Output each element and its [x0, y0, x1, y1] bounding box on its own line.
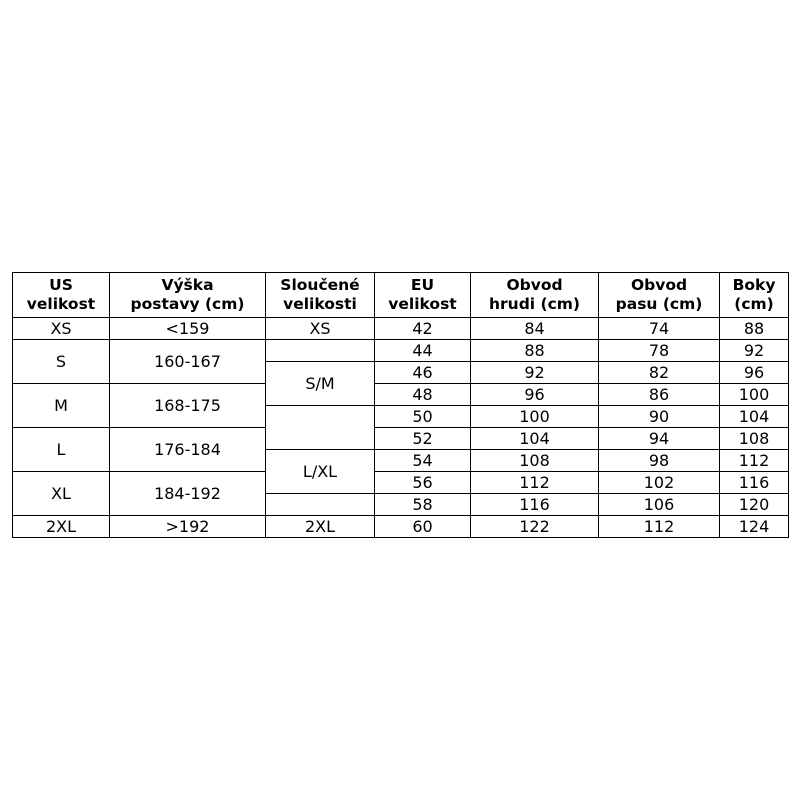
chest-cell: 112 [471, 472, 599, 494]
waist-cell: 90 [599, 406, 720, 428]
hips-cell: 104 [720, 406, 789, 428]
us-size-cell: XL [13, 472, 110, 516]
us-size-cell: M [13, 384, 110, 428]
waist-cell: 86 [599, 384, 720, 406]
header-waist: Obvod pasu (cm) [599, 273, 720, 318]
height-cell: <159 [110, 318, 266, 340]
hips-cell: 88 [720, 318, 789, 340]
chest-cell: 84 [471, 318, 599, 340]
chest-cell: 92 [471, 362, 599, 384]
eu-size-cell: 58 [375, 494, 471, 516]
eu-size-cell: 50 [375, 406, 471, 428]
height-cell: >192 [110, 516, 266, 538]
combined-size-cell [266, 406, 375, 450]
header-row [13, 273, 789, 318]
header-eu-size: EU velikost [375, 273, 471, 318]
table-row [13, 340, 789, 362]
eu-size-cell: 44 [375, 340, 471, 362]
combined-size-cell: S/M [266, 362, 375, 406]
hips-cell: 124 [720, 516, 789, 538]
hips-cell: 100 [720, 384, 789, 406]
table-row [13, 428, 789, 450]
height-cell: 160-167 [110, 340, 266, 384]
waist-cell: 74 [599, 318, 720, 340]
header-chest: Obvod hrudi (cm) [471, 273, 599, 318]
eu-size-cell: 42 [375, 318, 471, 340]
waist-cell: 112 [599, 516, 720, 538]
size-chart-table [12, 272, 789, 538]
combined-size-cell [266, 340, 375, 362]
waist-cell: 82 [599, 362, 720, 384]
us-size-cell: 2XL [13, 516, 110, 538]
chest-cell: 96 [471, 384, 599, 406]
chest-cell: 108 [471, 450, 599, 472]
waist-cell: 106 [599, 494, 720, 516]
eu-size-cell: 48 [375, 384, 471, 406]
table-row [13, 318, 789, 340]
table-row [13, 384, 789, 406]
eu-size-cell: 46 [375, 362, 471, 384]
chest-cell: 88 [471, 340, 599, 362]
us-size-cell: L [13, 428, 110, 472]
waist-cell: 98 [599, 450, 720, 472]
table-row [13, 516, 789, 538]
height-cell: 168-175 [110, 384, 266, 428]
waist-cell: 94 [599, 428, 720, 450]
combined-size-cell: L/XL [266, 450, 375, 494]
chest-cell: 100 [471, 406, 599, 428]
eu-size-cell: 54 [375, 450, 471, 472]
chest-cell: 122 [471, 516, 599, 538]
combined-size-cell [266, 494, 375, 516]
header-us-size: US velikost [13, 273, 110, 318]
chest-cell: 116 [471, 494, 599, 516]
combined-size-cell: 2XL [266, 516, 375, 538]
us-size-cell: S [13, 340, 110, 384]
hips-cell: 116 [720, 472, 789, 494]
header-combined-size: Sloučené velikosti [266, 273, 375, 318]
header-height: Výška postavy (cm) [110, 273, 266, 318]
combined-size-cell: XS [266, 318, 375, 340]
hips-cell: 112 [720, 450, 789, 472]
us-size-cell: XS [13, 318, 110, 340]
chest-cell: 104 [471, 428, 599, 450]
header-hips: Boky (cm) [720, 273, 789, 318]
eu-size-cell: 52 [375, 428, 471, 450]
hips-cell: 92 [720, 340, 789, 362]
eu-size-cell: 60 [375, 516, 471, 538]
waist-cell: 78 [599, 340, 720, 362]
eu-size-cell: 56 [375, 472, 471, 494]
waist-cell: 102 [599, 472, 720, 494]
height-cell: 176-184 [110, 428, 266, 472]
hips-cell: 120 [720, 494, 789, 516]
hips-cell: 96 [720, 362, 789, 384]
height-cell: 184-192 [110, 472, 266, 516]
table-row [13, 472, 789, 494]
hips-cell: 108 [720, 428, 789, 450]
